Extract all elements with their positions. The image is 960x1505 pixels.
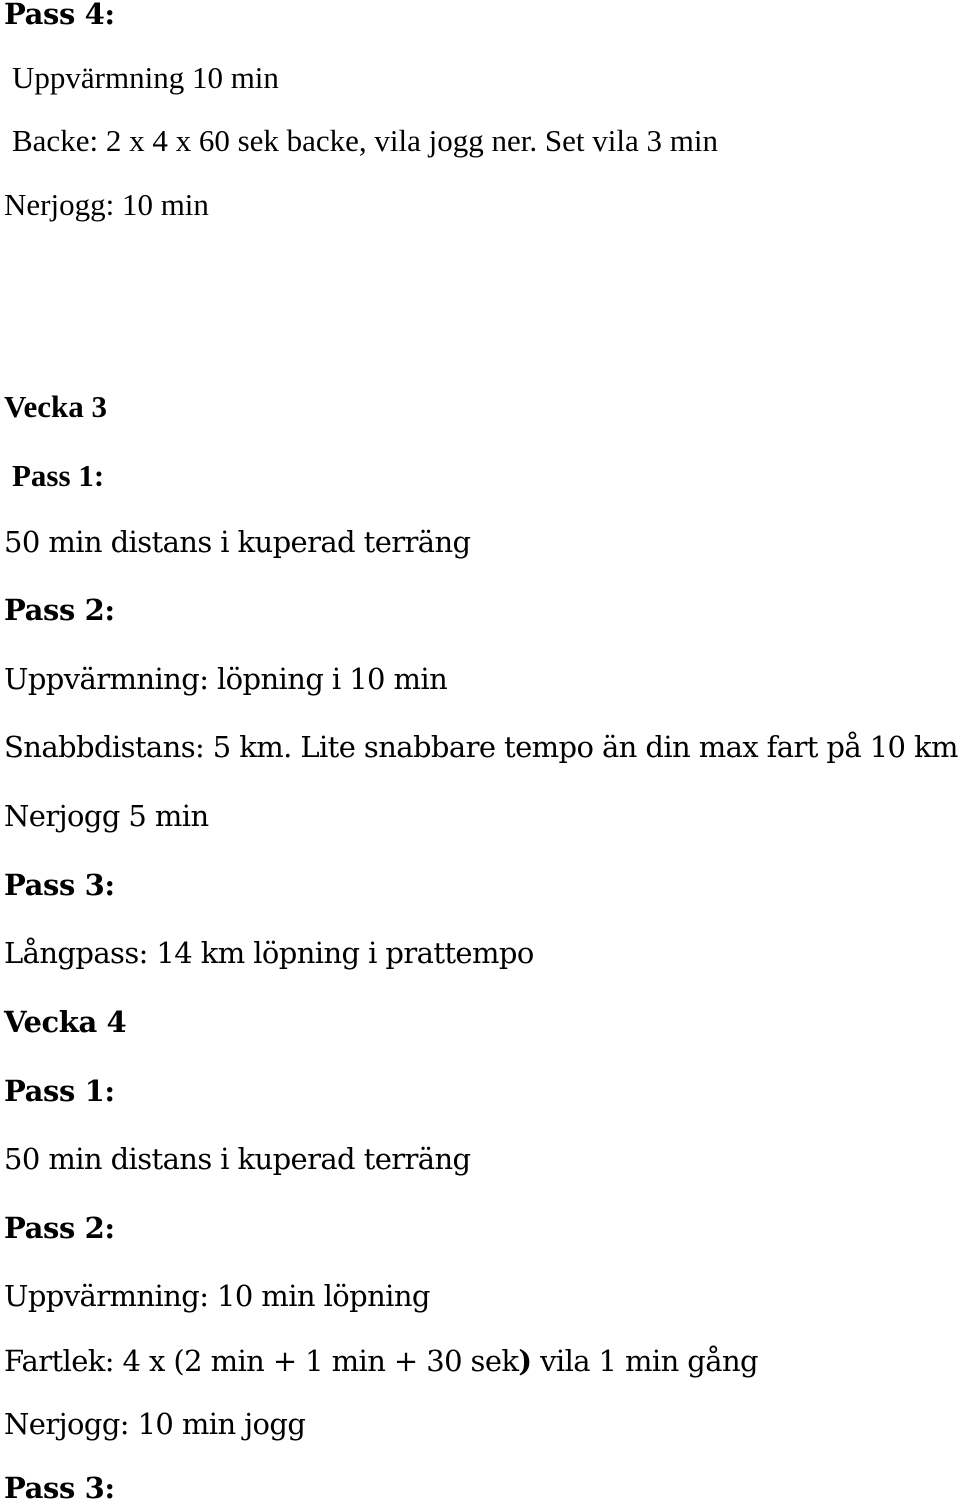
heading-pass-2: Pass 2: xyxy=(4,593,115,627)
text-segment: vila 1 min gång xyxy=(531,1344,758,1378)
text-line: Långpass: 14 km löpning i prattempo xyxy=(4,936,534,970)
heading-pass-1: Pass 1: xyxy=(4,1074,115,1108)
text-line: Backe: 2 x 4 x 60 sek backe, vila jogg ner. Set vila 3 min xyxy=(12,123,718,158)
text-line: Uppvärmning: 10 min löpning xyxy=(4,1279,430,1313)
text-line: Nerjogg: 10 min xyxy=(4,187,209,222)
heading-pass-4: Pass 4: xyxy=(4,0,115,31)
text-line: Nerjogg 5 min xyxy=(4,799,209,833)
text-line: Uppvärmning 10 min xyxy=(12,60,279,95)
heading-pass-1: Pass 1: xyxy=(12,458,105,493)
text-line: Nerjogg: 10 min jogg xyxy=(4,1407,306,1441)
text-segment: Fartlek: 4 x (2 min + 1 min + 30 sek xyxy=(4,1344,519,1378)
text-line xyxy=(4,1344,758,1378)
heading-pass-3: Pass 3: xyxy=(4,868,115,902)
text-line: 50 min distans i kuperad terräng xyxy=(4,1142,471,1176)
text-line: 50 min distans i kuperad terräng xyxy=(4,525,471,559)
heading-pass-3: Pass 3: xyxy=(4,1471,115,1505)
heading-vecka-4: Vecka 4 xyxy=(4,1005,127,1039)
text-line: Uppvärmning: löpning i 10 min xyxy=(4,662,448,696)
heading-pass-2: Pass 2: xyxy=(4,1211,115,1245)
heading-vecka-3: Vecka 3 xyxy=(4,389,108,424)
text-segment-bold: ) xyxy=(518,1344,532,1378)
text-line: Snabbdistans: 5 km. Lite snabbare tempo än din max fart på 10 km xyxy=(4,730,958,764)
